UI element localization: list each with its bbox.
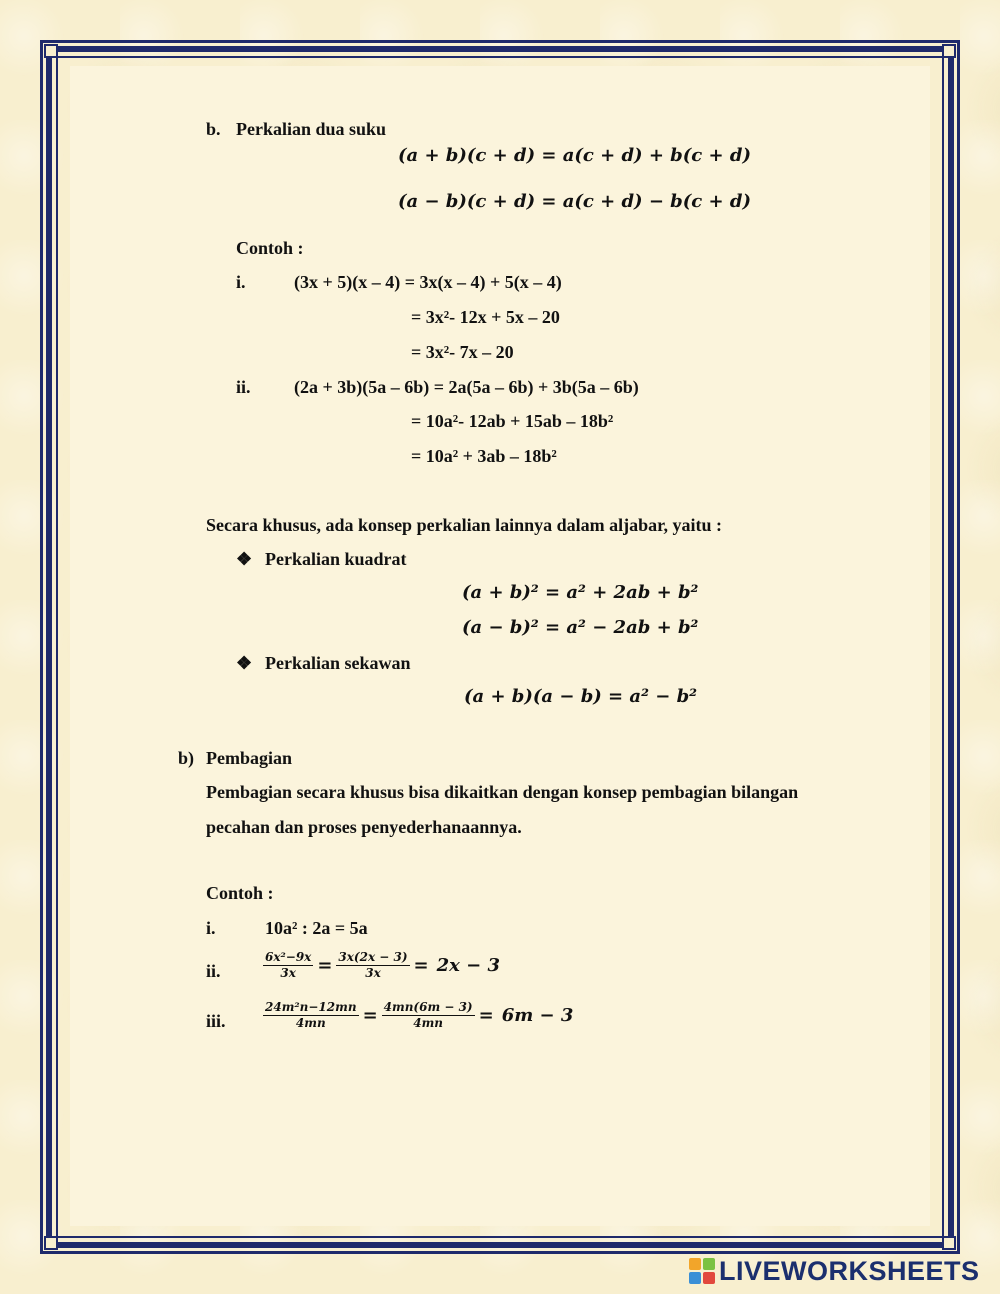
fraction-denominator: 4mn — [413, 1016, 444, 1030]
conjugate-title: Perkalian sekawan — [265, 653, 411, 673]
fraction-result: 6m − 3 — [501, 1005, 574, 1026]
section-marker: b. — [206, 119, 221, 139]
equals-sign: = — [362, 1005, 378, 1026]
division-fraction-row — [263, 1000, 577, 1031]
example-line: = 3x²- 12x + 5x – 20 — [411, 307, 560, 327]
equals-sign: = — [413, 955, 429, 976]
bullet-icon: ❖ — [236, 549, 253, 569]
worksheet-page — [70, 66, 930, 1226]
division-description: pecahan dan proses penyederhanaannya. — [206, 817, 522, 837]
example-line: = 10a²- 12ab + 15ab – 18b² — [411, 411, 614, 431]
fraction — [336, 950, 409, 981]
fraction-numerator: 3x(2x − 3) — [338, 950, 408, 964]
fraction — [382, 1000, 475, 1031]
example-line: = 3x²- 7x – 20 — [411, 342, 514, 362]
bullet-icon: ❖ — [236, 653, 253, 673]
division-marker: b) — [178, 748, 195, 768]
fraction-numerator: 24m²n−12mn — [265, 1000, 357, 1014]
formula-distributive-minus: (a − b)(c + d) = a(c + d) − b(c + d) — [398, 191, 751, 212]
formula-distributive-plus: (a + b)(c + d) = a(c + d) + b(c + d) — [398, 145, 751, 166]
fraction-numerator: 4mn(6m − 3) — [383, 1000, 473, 1014]
division-example-expression: 10a² : 2a = 5a — [265, 918, 368, 938]
fraction — [263, 950, 313, 981]
division-example-label: Contoh : — [206, 883, 274, 903]
border-corner-top-left — [44, 44, 58, 58]
division-example-marker: iii. — [206, 1011, 226, 1031]
border-corner-bottom-left — [44, 1236, 58, 1250]
special-concepts-intro: Secara khusus, ada konsep perkalian lainnya dalam aljabar, yaitu : — [206, 515, 722, 535]
logo-text: LIVEWORKSHEETS — [719, 1255, 980, 1286]
section-heading: Perkalian dua suku — [236, 119, 387, 139]
liveworksheets-logo-icon — [689, 1258, 715, 1284]
fraction-result: 2x − 3 — [436, 955, 501, 976]
division-example-marker: ii. — [206, 961, 221, 981]
division-heading: Pembagian — [206, 748, 293, 768]
example-line: (3x + 5)(x – 4) = 3x(x – 4) + 5(x – 4) — [294, 272, 562, 292]
formula-conjugate: (a + b)(a − b) = a² − b² — [464, 686, 698, 707]
example-marker: i. — [236, 272, 246, 292]
border-corner-top-right — [942, 44, 956, 58]
liveworksheets-logo[interactable] — [689, 1256, 980, 1286]
square-title: Perkalian kuadrat — [265, 549, 407, 569]
fraction-denominator: 4mn — [295, 1016, 326, 1030]
fraction-denominator: 3x — [280, 966, 296, 980]
example-label: Contoh : — [236, 238, 304, 258]
border-corner-bottom-right — [942, 1236, 956, 1250]
equals-sign: = — [478, 1005, 494, 1026]
example-line: = 10a² + 3ab – 18b² — [411, 446, 557, 466]
division-fraction-row — [263, 950, 504, 981]
formula-square-minus: (a − b)² = a² − 2ab + b² — [462, 617, 699, 638]
formula-square-plus: (a + b)² = a² + 2ab + b² — [462, 582, 699, 603]
division-example-marker: i. — [206, 918, 216, 938]
division-description: Pembagian secara khusus bisa dikaitkan dengan konsep pembagian bilangan — [206, 782, 799, 802]
equals-sign: = — [317, 955, 333, 976]
fraction-numerator: 6x²−9x — [265, 950, 312, 964]
fraction-denominator: 3x — [365, 966, 381, 980]
fraction — [263, 1000, 359, 1031]
example-marker: ii. — [236, 377, 251, 397]
example-line: (2a + 3b)(5a – 6b) = 2a(5a – 6b) + 3b(5a – 6b) — [294, 377, 639, 397]
